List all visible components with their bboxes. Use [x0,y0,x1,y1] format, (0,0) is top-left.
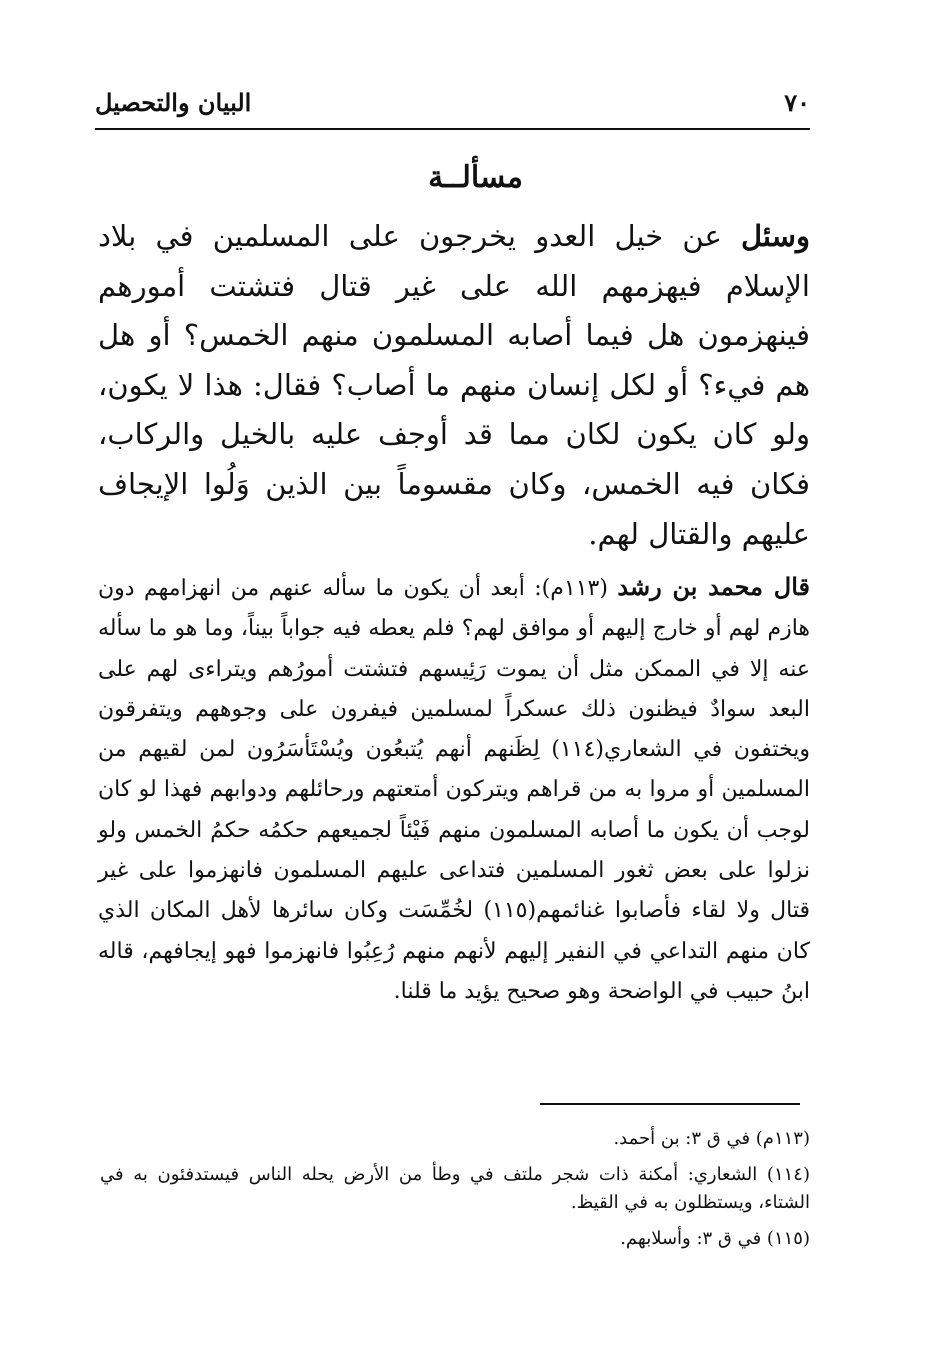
question-text: عن خيل العدو يخرجون على المسلمين في بلاد الإسلام فيهزمهم الله على غير قتال فتشتت أمورهم فينهزمون هل فيما أصابه المسلمون منهم الخمس؟ أو هل هم فيء؟ أو لكل إنسان منهم ما أصاب؟ فقال: هذا لا يكون، ولو كان يكون لكان مما قد أوجف عليه بالخيل والركاب، فكان فيه الخمس، وكان مقسوماً بين الذين وَلُوا الإيجاف عليهم والقتال لهم. [98,219,810,551]
footnote: (١١٣م) في ق ٣: بن أحمد. [613,1128,810,1149]
footnote-rule [540,1103,800,1105]
header-rule [95,128,810,130]
question-paragraph [98,212,810,559]
footnote: (١١٤) الشعاري: أمكنة ذات شجر ملتف في وطأ من الأرض يحله الناس فيستدفئون به في الشتاء، ويستظلون به في القيظ. [100,1164,810,1213]
commentary-paragraph [98,567,810,1012]
section-title: مسألــة [428,160,523,195]
question-lead: وسئل [740,219,810,253]
footnotes [100,1125,810,1261]
running-title: البيان والتحصيل [95,88,252,117]
commentary-lead: قال محمد بن رشد [617,572,811,601]
page-number: ٧٠ [784,88,810,117]
footnote-ref: (١١٣م) [541,576,608,601]
commentary-text: : أبعد أن يكون ما سأله عنهم من انهزامهم دون هازم لهم أو خارج إليهم أو موافق لهم؟ فلم يعطه فيه جواباً بيناً، وما هو ما سأله عنه إلا في الممكن مثل أن يموت رَئِيسهم فتشتت أمورُهم ويتراءى لهم على البعد سوادٌ فيظنون ذلك عسكراً لمسلمين فيفرون على وجوههم ويتفرقون ويختفون في الشعاري(١١٤) لِظَنهم أنهم يُتبعُون ويُسْتَأسَرُون لمن لقيهم من المسلمين أو مروا به من قراهم ويتركون أمتعتهم ورحائلهم ودوابهم فهذا لو كان لوجب أن يكون ما أصابه المسلمون منهم فَيْئاً لجميعهم حكمُه حكمُ الخمس ولو نزلوا على بعض ثغور المسلمين فتداعى عليهم المسلمون فانهزموا على غير قتال ولا لقاء فأصابوا غنائمهم(١١٥) لخُمِّسَت وكان سائرها لأهل المكان الذي كان منهم التداعي في النفير إليهم لأنهم منهم رُعِبُوا فانهزموا فهو إيجافهم، قاله ابنُ حبيب في الواضحة وهو صحيح يؤيد ما قلنا. [98,576,811,1004]
page-header [95,86,810,126]
footnote: (١١٥) في ق ٣: وأسلابهم. [620,1228,810,1249]
